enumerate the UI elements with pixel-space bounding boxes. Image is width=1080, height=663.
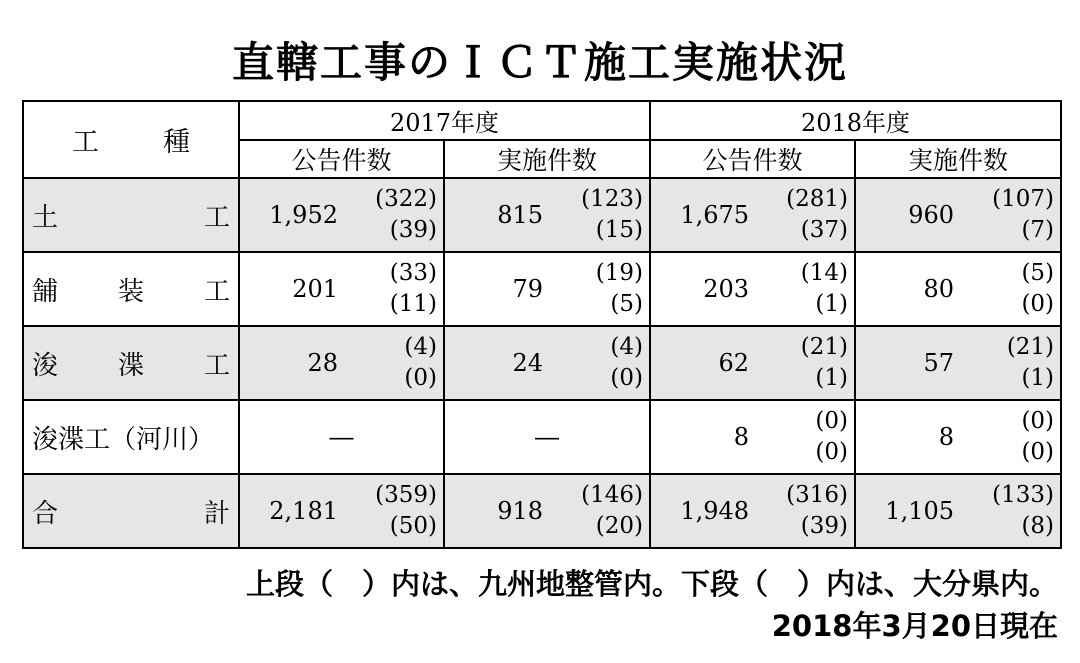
kyushu-count: (19) bbox=[595, 260, 644, 286]
kyushu-count: (5) bbox=[1021, 260, 1055, 286]
count-value: 1,952 bbox=[269, 201, 338, 229]
type-header-char: 工 bbox=[72, 127, 99, 158]
work-type-label: 渫 bbox=[117, 350, 144, 381]
count-cell bbox=[650, 474, 855, 548]
table-row bbox=[23, 400, 1061, 474]
count-value: 8 bbox=[938, 423, 955, 451]
count-value: 80 bbox=[923, 275, 955, 303]
count-value: 201 bbox=[292, 275, 338, 303]
count-value: 57 bbox=[923, 349, 955, 377]
oita-count: (0) bbox=[610, 365, 644, 391]
count-value: 1,105 bbox=[885, 497, 955, 525]
kyushu-count: (133) bbox=[992, 482, 1055, 508]
table-row bbox=[23, 178, 1061, 252]
count-cell bbox=[650, 400, 855, 474]
no-data-dash: ― bbox=[535, 423, 559, 451]
oita-count: (50) bbox=[389, 513, 437, 539]
kyushu-count: (322) bbox=[375, 186, 437, 212]
no-data-dash: ― bbox=[329, 423, 354, 451]
kyushu-count: (21) bbox=[1006, 334, 1055, 360]
kyushu-count: (146) bbox=[581, 482, 644, 508]
paren-values bbox=[786, 475, 848, 547]
oita-count: (20) bbox=[595, 513, 644, 539]
count-value: 79 bbox=[512, 275, 543, 303]
table-row bbox=[23, 326, 1061, 400]
paren-values bbox=[404, 327, 437, 399]
count-cell bbox=[444, 474, 650, 548]
count-value: 203 bbox=[703, 275, 750, 303]
oita-count: (11) bbox=[389, 291, 437, 317]
kyushu-count: (4) bbox=[404, 334, 437, 360]
paren-values bbox=[815, 401, 848, 473]
kyushu-count: (4) bbox=[610, 334, 644, 360]
work-type-label: 工 bbox=[203, 202, 230, 233]
count-cell bbox=[239, 252, 444, 326]
count-cell bbox=[239, 326, 444, 400]
work-type-label: 浚渫工（河川） bbox=[32, 424, 215, 455]
kyushu-count: (316) bbox=[786, 482, 849, 508]
oita-count: (1) bbox=[815, 365, 849, 391]
count-cell bbox=[444, 326, 650, 400]
count-value: 1,948 bbox=[680, 497, 750, 525]
oita-count: (37) bbox=[800, 217, 849, 243]
paren-values bbox=[1021, 401, 1054, 473]
count-value: 8 bbox=[733, 423, 750, 451]
subheader-implemented-2017: 実施件数 bbox=[444, 140, 650, 178]
oita-count: (1) bbox=[815, 291, 849, 317]
paren-values bbox=[596, 253, 643, 325]
oita-count: (1) bbox=[1021, 365, 1055, 391]
type-header-char: 種 bbox=[163, 127, 190, 158]
oita-count: (5) bbox=[610, 291, 644, 317]
count-cell bbox=[855, 400, 1061, 474]
subheader-announced-2017: 公告件数 bbox=[239, 140, 444, 178]
count-cell bbox=[855, 326, 1061, 400]
oita-count: (39) bbox=[800, 513, 849, 539]
oita-count: (0) bbox=[1021, 291, 1055, 317]
kyushu-count: (123) bbox=[581, 186, 644, 212]
work-type-cell bbox=[23, 178, 239, 252]
oita-count: (0) bbox=[815, 439, 849, 465]
work-type-label: 土 bbox=[32, 202, 59, 233]
subheader-announced-2018: 公告件数 bbox=[650, 140, 855, 178]
paren-values bbox=[581, 179, 643, 251]
count-cell bbox=[239, 400, 444, 474]
count-value: 24 bbox=[512, 349, 543, 377]
work-type-label: 計 bbox=[203, 498, 230, 529]
work-type-label: 浚 bbox=[32, 350, 59, 381]
count-value: 62 bbox=[718, 349, 750, 377]
count-cell bbox=[444, 178, 650, 252]
oita-count: (7) bbox=[1021, 217, 1055, 243]
count-value: 918 bbox=[497, 497, 543, 525]
paren-values bbox=[992, 475, 1054, 547]
page-title: 直轄工事のＩＣＴ施工実施状況 bbox=[231, 38, 848, 87]
paren-values bbox=[375, 475, 437, 547]
kyushu-count: (281) bbox=[786, 186, 849, 212]
as-of-date: 2018年3月20日現在 bbox=[771, 609, 1058, 643]
oita-count: (8) bbox=[1021, 513, 1055, 539]
count-value: 1,675 bbox=[680, 201, 750, 229]
count-value: 2,181 bbox=[269, 497, 338, 525]
table-row bbox=[23, 252, 1061, 326]
kyushu-count: (359) bbox=[375, 482, 437, 508]
work-type-label: 工 bbox=[203, 276, 230, 307]
year-header-2018: 2018年度 bbox=[650, 101, 1061, 140]
count-value: 815 bbox=[497, 201, 543, 229]
count-cell bbox=[239, 474, 444, 548]
work-type-cell bbox=[23, 474, 239, 548]
paren-values bbox=[801, 253, 848, 325]
oita-count: (0) bbox=[1021, 439, 1055, 465]
work-type-label: 工 bbox=[203, 350, 230, 381]
count-cell bbox=[650, 252, 855, 326]
paren-values bbox=[1021, 253, 1054, 325]
oita-count: (39) bbox=[389, 217, 437, 243]
count-cell bbox=[650, 178, 855, 252]
type-header bbox=[23, 101, 239, 178]
work-type-cell bbox=[23, 400, 239, 474]
year-header-2017: 2017年度 bbox=[239, 101, 650, 140]
paren-values bbox=[375, 179, 437, 251]
work-type-cell bbox=[23, 252, 239, 326]
kyushu-count: (107) bbox=[992, 186, 1055, 212]
oita-count: (15) bbox=[595, 217, 644, 243]
paren-values bbox=[581, 475, 643, 547]
subheader-implemented-2018: 実施件数 bbox=[855, 140, 1061, 178]
count-value: 960 bbox=[908, 201, 955, 229]
work-type-cell bbox=[23, 326, 239, 400]
kyushu-count: (0) bbox=[1021, 408, 1055, 434]
count-cell bbox=[855, 474, 1061, 548]
count-cell bbox=[444, 400, 650, 474]
ict-table bbox=[22, 100, 1062, 549]
footnote: 上段（ ）内は、九州地整管内。下段（ ）内は、大分県内。 bbox=[245, 567, 1058, 601]
count-cell bbox=[855, 252, 1061, 326]
paren-values bbox=[390, 253, 437, 325]
paren-values bbox=[786, 179, 848, 251]
kyushu-count: (14) bbox=[800, 260, 849, 286]
paren-values bbox=[610, 327, 643, 399]
paren-values bbox=[1007, 327, 1054, 399]
paren-values bbox=[801, 327, 848, 399]
count-cell bbox=[239, 178, 444, 252]
paren-values bbox=[992, 179, 1054, 251]
oita-count: (0) bbox=[404, 365, 437, 391]
table-row bbox=[23, 474, 1061, 548]
work-type-label: 合 bbox=[32, 498, 59, 529]
kyushu-count: (33) bbox=[389, 260, 437, 286]
count-cell bbox=[650, 326, 855, 400]
work-type-label: 装 bbox=[117, 276, 144, 307]
count-cell bbox=[444, 252, 650, 326]
count-cell bbox=[855, 178, 1061, 252]
kyushu-count: (0) bbox=[815, 408, 849, 434]
kyushu-count: (21) bbox=[800, 334, 849, 360]
count-value: 28 bbox=[307, 349, 338, 377]
work-type-label: 舗 bbox=[32, 276, 59, 307]
